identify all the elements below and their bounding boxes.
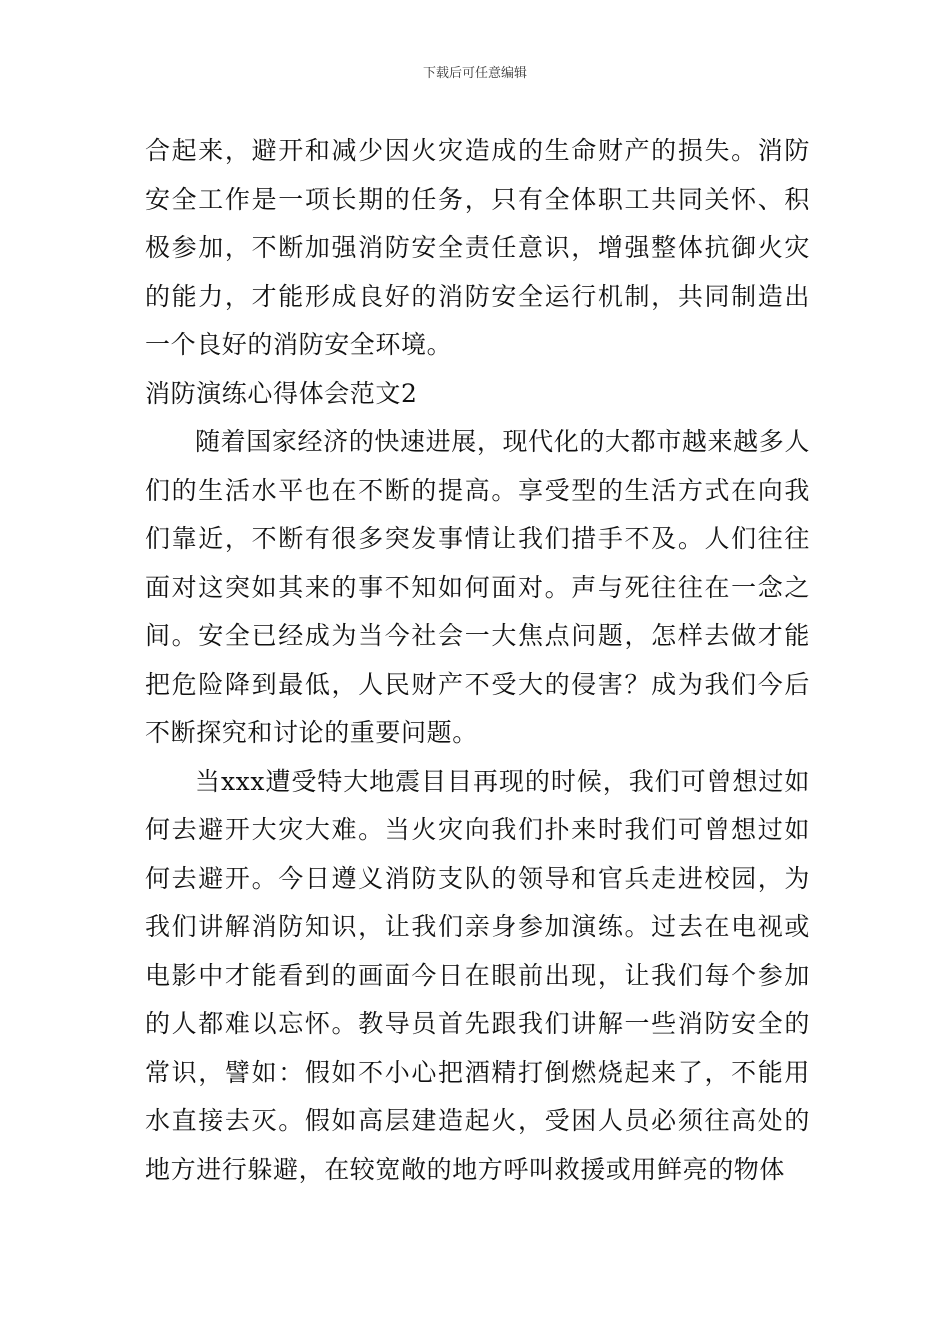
paragraph-intro: 随着国家经济的快速进展，现代化的大都市越来越多人们的生活水平也在不断的提高。享受型的生活方式在向我们靠近，不断有很多突发事情让我们措手不及。人们往往面对这突如其来的事不知如何面对。声与死往往在一念之间。安全已经成为当今社会一大焦点问题，怎样去做才能把危险降到最低，人民财产不受大的侵害？成为我们今后不断探究和讨论的重要问题。 <box>145 427 810 747</box>
document-body <box>145 127 810 1194</box>
paragraph-continued: 合起来，避开和减少因火灾造成的生命财产的损失。消防安全工作是一项长期的任务，只有全体职工共同关怀、积极参加，不断加强消防安全责任意识，增强整体抗御火灾的能力，才能形成良好的消防安全运行机制，共同制造出一个良好的消防安全环境。 <box>145 136 810 359</box>
section-heading: 消防演练心得体会范文2 <box>145 378 418 408</box>
page-header-note: 下载后可任意编辑 <box>422 66 527 81</box>
paragraph-drill: 当xxx遭受特大地震目目再现的时候，我们可曾想过如何去避开大灾大难。当火灾向我们扑来时我们可曾想过如何去避开。今日遵义消防支队的领导和官兵走进校园，为我们讲解消防知识，让我们亲身参加演练。过去在电视或电影中才能看到的画面今日在眼前出现，让我们每个参加的人都难以忘怀。教导员首先跟我们讲解一些消防安全的常识，譬如：假如不小心把酒精打倒燃烧起来了，不能用水直接去灭。假如高层建造起火，受困人员必须往高处的地方进行躲避，在较宽敞的地方呼叫救援或用鲜亮的物体 <box>145 766 810 1184</box>
